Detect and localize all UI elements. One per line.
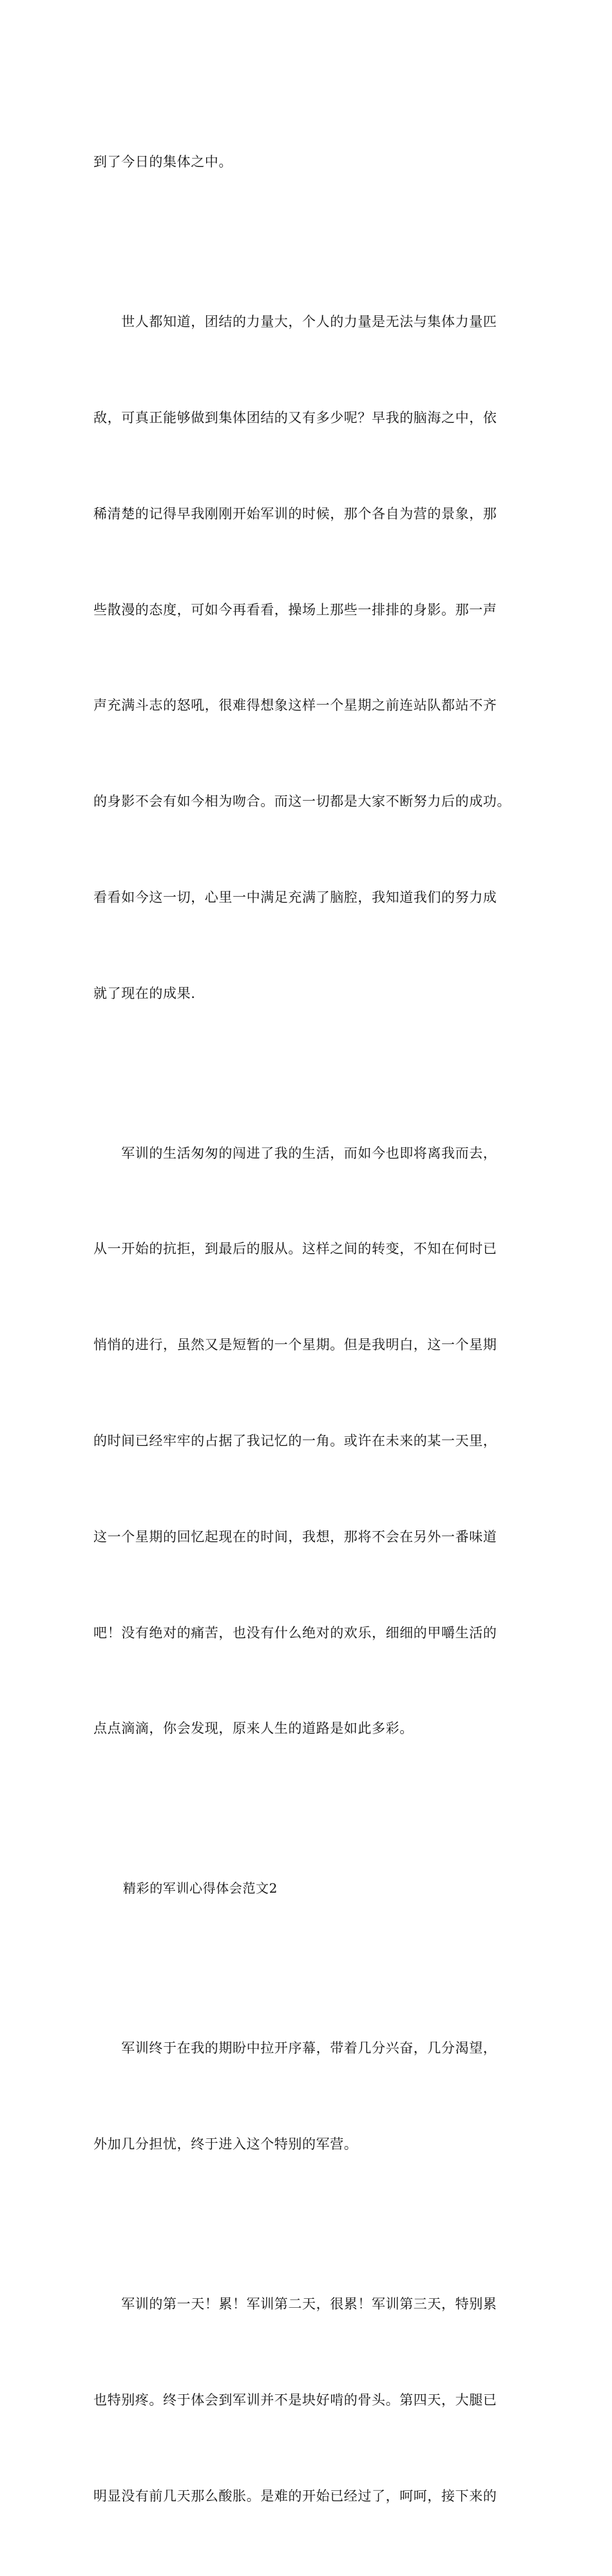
paragraph bbox=[93, 242, 531, 1073]
section-heading bbox=[93, 1809, 531, 1969]
text-line: 明显没有前几天那么酸胀。是难的开始已经过了，呵呵，接下来的 bbox=[93, 2488, 497, 2504]
paragraph bbox=[93, 1969, 531, 2225]
heading-line: 精彩的军训心得体会范文2 bbox=[123, 1880, 278, 1897]
text-line: 的身影不会有如今相为吻合。而这一切都是大家不断努力后的成功。 bbox=[93, 794, 511, 810]
text-line: 就了现在的成果. bbox=[93, 985, 196, 1001]
text-line: 也特别疼。终于体会到军训并不是块好啃的骨头。第四天，大腿已 bbox=[93, 2392, 497, 2408]
text-line: 外加几分担忧，终于进入这个特别的军营。 bbox=[93, 2136, 358, 2152]
text-line: 军训终于在我的期盼中拉开序幕，带着几分兴奋，几分渴望， bbox=[93, 2040, 497, 2056]
text-line: 声充满斗志的怒吼，很难得想象这样一个星期之前连站队都站不齐 bbox=[93, 698, 497, 714]
text-line: 从一开始的抗拒，到最后的服从。这样之间的转变，不知在何时已 bbox=[93, 1241, 497, 1257]
paragraph bbox=[93, 83, 531, 242]
text-line: 世人都知道，团结的力量大，个人的力量是无法与集体力量匹 bbox=[93, 314, 497, 330]
body-text bbox=[93, 83, 531, 2576]
text-line: 些散漫的态度，可如今再看看，操场上那些一排排的身影。那一声 bbox=[93, 601, 497, 618]
text-line: 看看如今这一切，心里一中满足充满了脑腔，我知道我们的努力成 bbox=[93, 889, 497, 905]
paragraph bbox=[93, 2225, 531, 2576]
text-line: 稀清楚的记得早我刚刚开始军训的时候，那个各自为营的景象，那 bbox=[93, 505, 497, 522]
paragraph bbox=[93, 1073, 531, 1809]
text-line: 到了今日的集体之中。 bbox=[93, 154, 233, 170]
text-line: 军训的生活匆匆的闯进了我的生活，而如今也即将离我而去， bbox=[93, 1145, 497, 1161]
text-line: 吧！没有绝对的痛苦，也没有什么绝对的欢乐，细细的甲嚼生活的 bbox=[93, 1625, 497, 1641]
text-line: 的时间已经牢牢的占据了我记忆的一角。或许在未来的某一天里， bbox=[93, 1432, 497, 1449]
text-line: 这一个星期的回忆起现在的时间，我想，那将不会在另外一番味道 bbox=[93, 1528, 497, 1545]
text-line: 悄悄的进行，虽然又是短暂的一个星期。但是我明白，这一个星期 bbox=[93, 1337, 497, 1353]
text-line: 敌，可真正能够做到集体团结的又有多少呢？早我的脑海之中，依 bbox=[93, 409, 497, 425]
text-line: 军训的第一天！累！军训第二天，很累！军训第三天，特别累 bbox=[93, 2296, 497, 2312]
text-line: 点点滴滴，你会发现，原来人生的道路是如此多彩。 bbox=[93, 1721, 414, 1737]
